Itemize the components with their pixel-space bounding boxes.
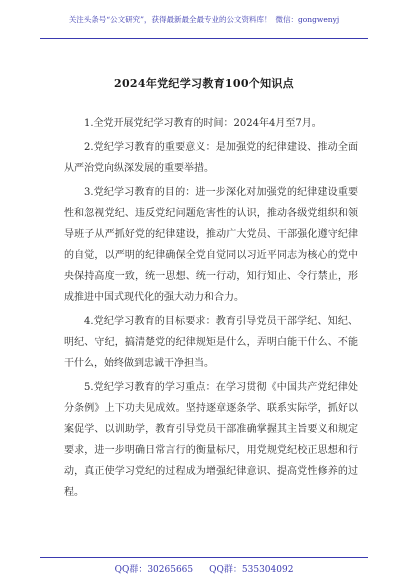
paragraph-1: 1.全党开展党纪学习教育的时间：2024年4月至7月。 [84,118,322,129]
document-title: 2024年党纪学习教育100个知识点 [114,77,294,90]
footer-divider [40,557,368,558]
page-header [0,14,408,25]
page-footer [0,562,408,575]
header-wechat: 微信：gongwenyj [275,15,340,24]
header-divider [40,38,368,39]
document-body [64,113,358,506]
header-notice: 关注头条号“公文研究”，获得最新最全最专业的公文资料库！ [68,15,272,24]
paragraph-5: 5.党纪学习教育的学习重点：在学习贯彻《中国共产党纪律处分条例》上下功夫见成效。坚持逐章逐条学、联系实际学，抓好以案促学、以训助学，教育引导党员干部准确掌握其主旨要义和规定要求，进一步明确日常言行的衡量标尺，用党规党纪校正思想和行动，真正使学习党纪的过程成为增强纪律意识、提高党性修养的过程。 [64,382,358,498]
paragraph-3: 3.党纪学习教育的目的：进一步深化对加强党的纪律建设重要性和忽视党纪、违反党纪问题危害性的认识，推动各级党组织和领导班子从严抓好党的纪律建设，推动广大党员、干部强化遵守纪律的自觉，以严明的纪律确保全党自觉同以习近平同志为核心的党中央保持高度一致，统一思想、统一行动，知行知止、令行禁止，形成推进中国式现代化的强大动力和合力。 [64,187,358,303]
paragraph-2: 2.党纪学习教育的重要意义：是加强党的纪律建设、推动全面从严治党向纵深发展的重要举措。 [64,142,358,174]
footer-qq-group-2: QQ群：535304092 [209,565,294,575]
footer-qq-group-1: QQ群：30265665 [114,565,194,575]
paragraph-4: 4.党纪学习教育的目标要求：教育引导党员干部学纪、知纪、明纪、守纪，搞清楚党的纪律规矩是什么，弄明白能干什么、不能干什么，始终做到忠诚干净担当。 [64,316,358,369]
